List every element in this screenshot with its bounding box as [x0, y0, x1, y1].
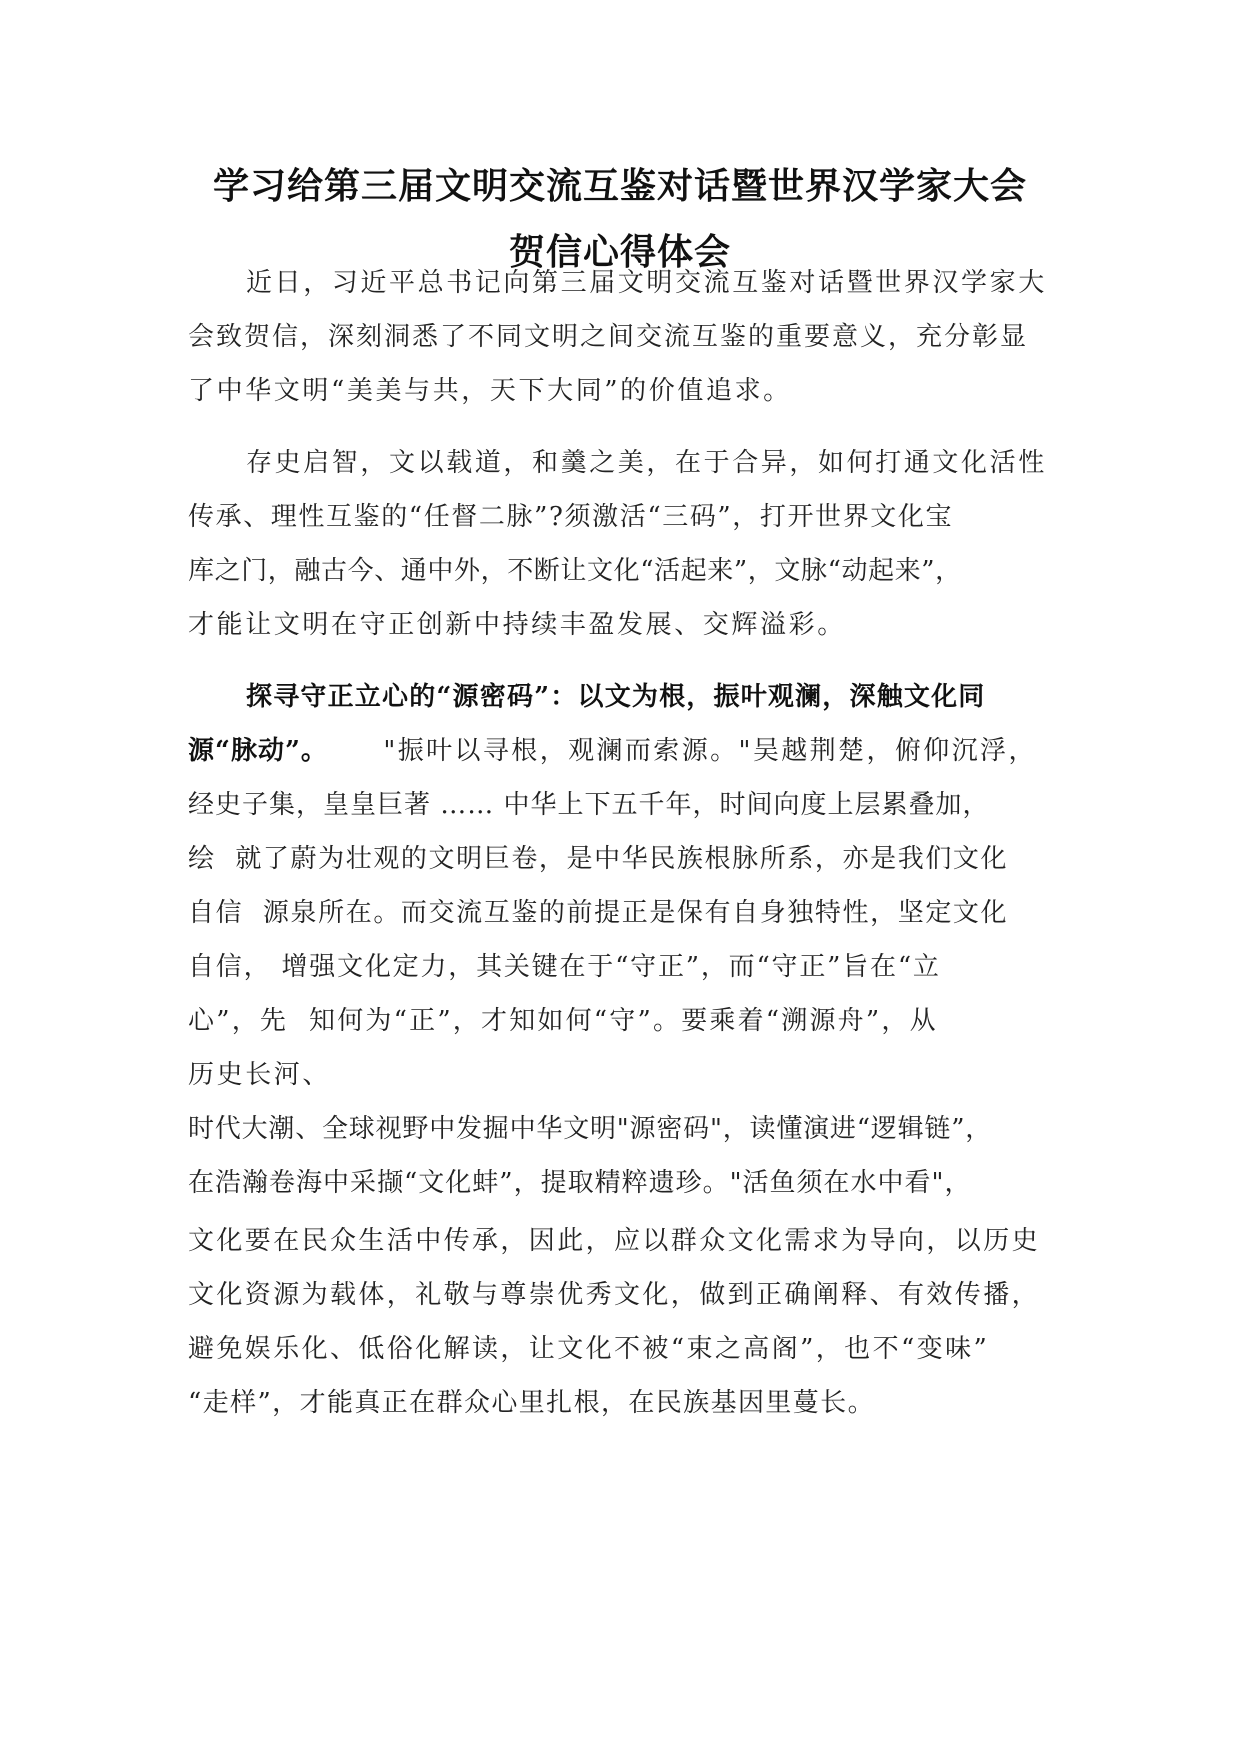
body-line: 传承、理性互鉴的“任督二脉”?须激活“三码”，打开世界文化宝	[188, 502, 954, 532]
body-line: 绘 就了蔚为壮观的文明巨卷，是中华民族根脉所系，亦是我们文化	[188, 844, 1009, 874]
body-line: 历史长河、	[188, 1060, 332, 1090]
body-line: "振叶以寻根，观澜而索源。"吴越荆楚，俯仰沉浮，	[362, 736, 1037, 766]
body-line: 在浩瀚卷海中采撷“文化蚌”，提取精粹遗珍。"活鱼须在水中看"，	[188, 1168, 972, 1198]
body-line: 文化要在民众生活中传承，因此，应以群众文化需求为导向，以历史	[188, 1226, 1041, 1256]
body-line: 时代大潮、全球视野中发掘中华文明"源密码"，读懂演进“逻辑链”，	[188, 1114, 993, 1144]
body-line: 文化资源为载体，礼敬与尊崇优秀文化，做到正确阐释、有效传播，	[188, 1280, 1041, 1310]
document-title-line-2: 贺信心得体会	[508, 232, 731, 273]
body-line: 会致贺信，深刻洞悉了不同文明之间交流互鉴的重要意义，充分彰显	[188, 322, 1029, 352]
body-line: 才能让文明在守正创新中持续丰盈发展、交辉溢彩。	[188, 610, 846, 640]
body-line: 近日，习近平总书记向第三届文明交流互鉴对话暨世界汉学家大	[246, 268, 1047, 298]
body-line: 自信， 增强文化定力，其关键在于“守正”，而“守正”旨在“立	[188, 952, 941, 982]
body-line: 存史启智，文以载道，和羹之美，在于合异，如何打通文化活性	[246, 448, 1047, 478]
body-line: 了中华文明“美美与共，天下大同”的价值追求。	[188, 376, 792, 406]
body-line: 经史子集，皇皇巨著 …… 中华上下五千年，时间向度上层累叠加，	[188, 790, 990, 820]
section-heading-end: 源“脉动”。	[188, 736, 328, 766]
body-line: 库之门，融古今、通中外，不断让文化“活起来”，文脉“动起来”，	[188, 556, 962, 586]
body-line: 避免娱乐化、低俗化解读，让文化不被“束之高阁”，也不“变味”	[188, 1334, 990, 1364]
section-heading: 探寻守正立心的“源密码”：以文为根，振叶观澜，深触文化同	[246, 682, 986, 712]
body-line: “走样”，才能真正在群众心里扎根，在民族基因里蔓长。	[188, 1388, 875, 1418]
body-line: 心”，先 知何为“正”，才知如何“守”。要乘着“溯源舟”，从	[188, 1006, 938, 1036]
body-line: 自信 源泉所在。而交流互鉴的前提正是保有自身独特性，坚定文化	[188, 898, 1009, 928]
document-title-line-1: 学习给第三届文明交流互鉴对话暨世界汉学家大会	[212, 166, 1027, 207]
